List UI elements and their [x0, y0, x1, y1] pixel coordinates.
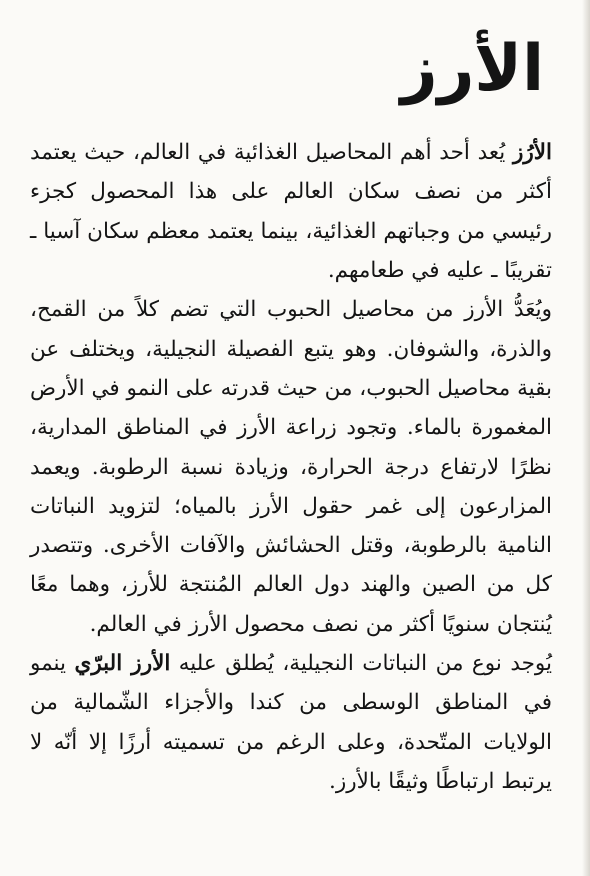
paragraph-1 — [30, 133, 552, 290]
paragraph-3-text-start: يُوجد نوع من النباتات النجيلية، يُطلق عليه — [170, 651, 552, 677]
paragraph-2-text: ويُعَدُّ الأرز من محاصيل الحبوب التي تضم كلاً من القمح، والذرة، والشوفان. وهو يتبع الفصيلة النجيلية، ويختلف عن بقية محاصيل الحبوب، من حيث قدرته على النمو في الأرض المغمورة بالماء. وتجود زراعة الأرز في المناطق المدارية، نظرًا لارتفاع درجة الحرارة، وزيادة نسبة الرطوبة. ويعمد المزارعون إلى غمر حقول الأرز بالمياه؛ لتزويد النباتات النامية بالرطوبة، وقتل الحشائش والآفات الأخرى. وتتصدر كل من الصين والهند دول العالم المُنتجة للأرز، وهما معًا يُنتجان سنويًا أكثر من نصف محصول الأرز في العالم. — [30, 297, 552, 637]
page-title: الأرز — [400, 32, 544, 106]
paragraph-1-text: يُعد أحد أهم المحاصيل الغذائية في العالم، حيث يعتمد أكثر من نصف سكان العالم على هذا المحصول كجزء رئيسي من وجباتهم الغذائية، بينما يعتمد معظم سكان آسيا ـ تقريبًا ـ عليه في طعامهم. — [30, 140, 552, 284]
paragraph-3-text-end: ينمو في المناطق الوسطى من كندا والأجزاء الشّمالية من الولايات المتّحدة، وعلى الرغم من تسميته أرزًا إلا أنّه لا يرتبط ارتباطًا وثيقًا بالأرز. — [30, 651, 552, 794]
lead-term: الأرُز — [512, 140, 552, 166]
page-edge-shadow — [582, 0, 590, 876]
paragraph-3 — [30, 644, 552, 801]
wild-rice-term: الأرز البرّي — [74, 651, 171, 677]
paragraph-2 — [30, 290, 552, 644]
